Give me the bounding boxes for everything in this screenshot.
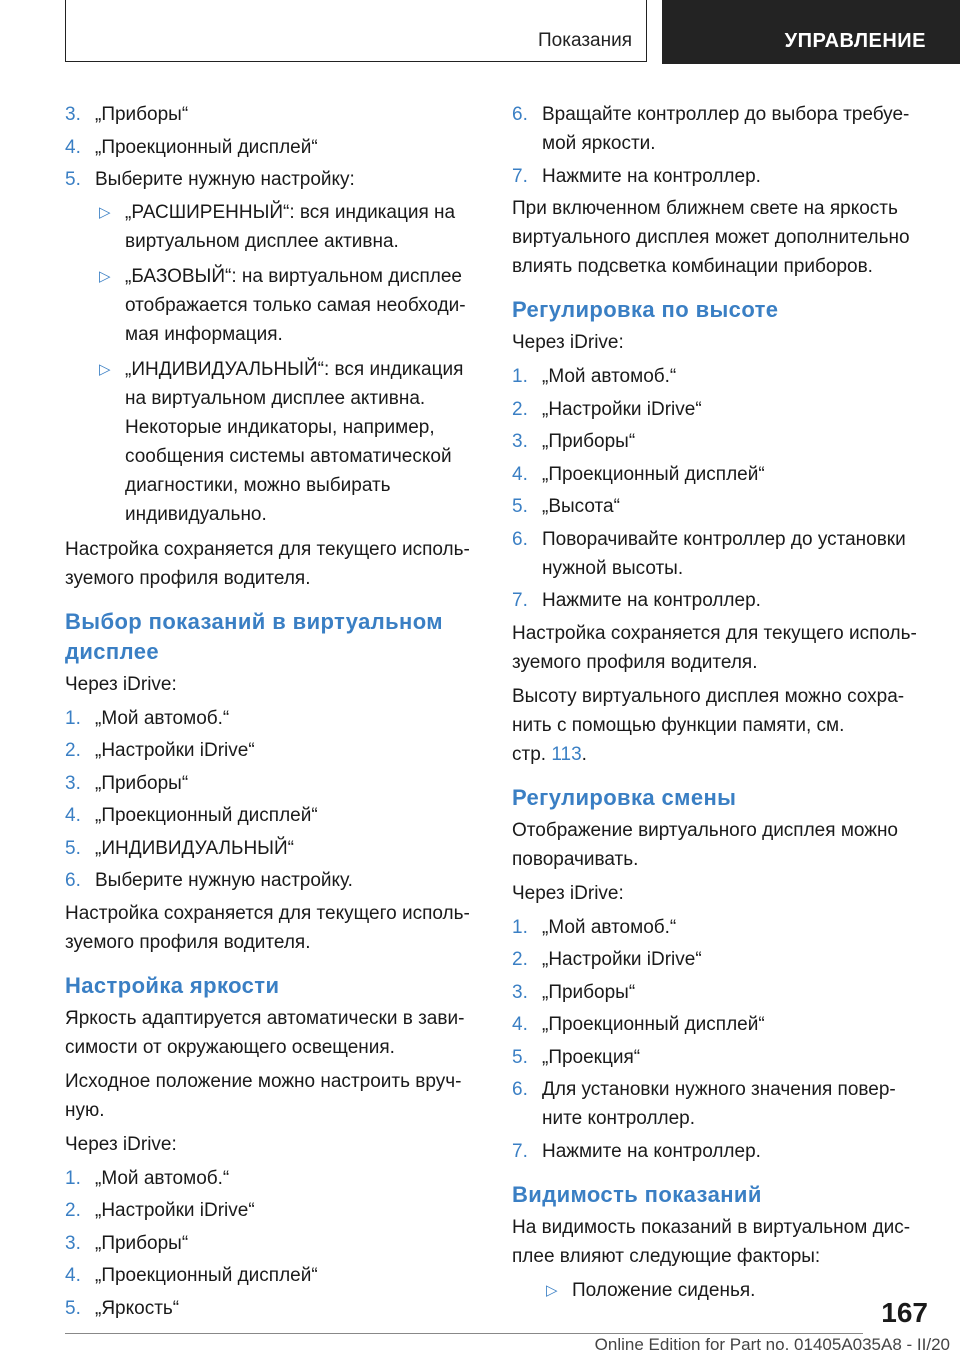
numbered-list [65, 1164, 477, 1323]
list-item [65, 866, 477, 895]
list-item-text: „Приборы“ [95, 772, 189, 794]
list-item-number: 6. [512, 104, 528, 125]
list-item-number: 4. [65, 136, 81, 158]
list-item-text: Нажмите на контроллер. [542, 165, 761, 187]
list-item-number: 5. [512, 1046, 528, 1068]
page-link[interactable]: 113 [551, 743, 582, 765]
list-item-number: 3. [65, 1232, 81, 1254]
list-item [512, 100, 924, 158]
numbered-list [512, 100, 924, 191]
page-number: 167 [881, 1297, 928, 1328]
list-item-number: 4. [65, 1265, 81, 1286]
list-item-number: 5. [65, 1297, 81, 1319]
list-item-number: 6. [512, 528, 528, 550]
triangle-right-icon: ▷ [99, 360, 111, 378]
section-heading-height: Регулировка по высоте [512, 297, 779, 322]
header-section-box [65, 0, 647, 62]
page-header [65, 0, 960, 64]
list-item-text: „ИНДИВИДУАЛЬНЫЙ“ [95, 837, 294, 859]
list-item-number: 5. [512, 496, 528, 517]
paragraph: Настройка сохраняется для текущего используемого профиля водителя. [512, 622, 917, 673]
list-item [512, 525, 924, 583]
list-item-text: „Проекционный дисплей“ [95, 805, 318, 826]
list-item-number: 1. [512, 366, 528, 387]
bullet-item [65, 262, 477, 349]
list-item [512, 978, 924, 1007]
numbered-list [65, 704, 477, 896]
list-item-text: „Приборы“ [542, 431, 636, 452]
list-item [512, 1010, 924, 1039]
list-item [65, 801, 477, 830]
right-column [512, 100, 924, 1311]
list-item [65, 834, 477, 863]
list-item-text: „Яркость“ [95, 1297, 180, 1319]
list-item-number: 6. [65, 870, 81, 891]
paragraph-memory [512, 682, 924, 769]
list-item-number: 4. [65, 805, 81, 826]
bullet-item [65, 355, 477, 529]
via-idrive-text: Через iDrive: [65, 1133, 177, 1155]
numbered-list [512, 362, 924, 615]
list-item-number: 4. [512, 463, 528, 485]
footer-divider [65, 1333, 863, 1334]
list-item-text: Поворачивайте контроллер до установки нужной высоты. [542, 528, 906, 579]
paragraph-text: Высоту виртуального дисплея можно сохранить с помощью функции памяти, см. стр. [512, 685, 905, 765]
list-item-number: 7. [512, 1140, 528, 1162]
list-item-number: 3. [65, 104, 81, 125]
list-item-text: „Проекционный дисплей“ [95, 1265, 318, 1286]
list-item-number: 2. [65, 740, 81, 761]
triangle-right-icon: ▷ [99, 267, 111, 285]
left-column [65, 100, 477, 1326]
paragraph: На видимость показаний в виртуальном дисплее влияют следующие факторы: [512, 1216, 911, 1267]
list-item [512, 1075, 924, 1133]
list-item-number: 6. [512, 1079, 528, 1100]
list-item [512, 945, 924, 974]
list-item [65, 1229, 477, 1258]
list-item [65, 100, 477, 129]
header-chapter-title: УПРАВЛЕНИЕ [784, 30, 926, 52]
list-item-number: 1. [512, 916, 528, 938]
list-item [512, 586, 924, 615]
list-item [65, 769, 477, 798]
bullet-item-text: „ИНДИВИДУАЛЬНЫЙ“: вся индикация на виртуальном дисплее активна. Некоторые индикаторы, например, сообщения системы автоматической диагностики, можно выбирать индивидуально. [125, 358, 464, 525]
list-item [512, 395, 924, 424]
list-item-text: „Приборы“ [95, 104, 189, 125]
footer-edition: Online Edition for Part no. 01405A035A8 - II/20 [594, 1335, 950, 1354]
list-item-text: Выберите нужную настройку: [95, 169, 355, 190]
list-item-text: „Приборы“ [95, 1232, 189, 1254]
list-item [65, 704, 477, 733]
paragraph: Настройка сохраняется для текущего используемого профиля водителя. [65, 538, 470, 589]
numbered-list [512, 913, 924, 1166]
list-item-number: 2. [65, 1200, 81, 1221]
triangle-right-icon: ▷ [546, 1281, 558, 1299]
paragraph: Отображение виртуального дисплея можно поворачивать. [512, 819, 899, 870]
list-item [512, 162, 924, 191]
paragraph: Исходное положение можно настроить вручную. [65, 1070, 462, 1121]
list-item-number: 4. [512, 1014, 528, 1035]
header-section-title: Показания [538, 30, 632, 51]
via-idrive-text: Через iDrive: [65, 673, 177, 695]
list-item-text: Нажмите на контроллер. [542, 1140, 761, 1162]
numbered-list [65, 100, 477, 194]
list-item-text: „Мой автомоб.“ [542, 916, 677, 938]
header-chapter-tab [662, 0, 960, 64]
list-item-text: „Настройки iDrive“ [95, 1200, 255, 1221]
bullet-item [65, 198, 477, 256]
via-idrive-text: Через iDrive: [512, 882, 624, 904]
list-item [512, 913, 924, 942]
list-item-number: 3. [512, 981, 528, 1003]
list-item-text: Выберите нужную настройку. [95, 870, 353, 891]
list-item-number: 7. [512, 590, 528, 611]
list-item-text: „Проекция“ [542, 1046, 641, 1068]
list-item-number: 3. [512, 431, 528, 452]
via-idrive-text: Через iDrive: [512, 332, 624, 353]
list-item-text: Вращайте контроллер до выбора требуемой яркости. [542, 104, 910, 154]
bullet-item-text: Положение сиденья. [572, 1279, 756, 1301]
section-heading-visibility: Видимость показаний [512, 1181, 762, 1207]
list-item-text: „Мой автомоб.“ [542, 366, 677, 387]
list-item-text: „Мой автомоб.“ [95, 707, 230, 729]
paragraph: Яркость адаптируется автоматически в зависимости от окружающего освещения. [65, 1007, 465, 1058]
list-item-number: 3. [65, 772, 81, 794]
list-item-text: „Мой автомоб.“ [95, 1167, 230, 1189]
list-item [65, 1164, 477, 1193]
list-item [512, 492, 924, 521]
list-item-text: „Проекционный дисплей“ [542, 463, 765, 485]
list-item [65, 1196, 477, 1225]
list-item [512, 362, 924, 391]
list-item [65, 1294, 477, 1323]
paragraph: Настройка сохраняется для текущего используемого профиля водителя. [65, 902, 470, 953]
list-item-text: „Приборы“ [542, 981, 636, 1003]
bullet-item-text: „БАЗОВЫЙ“: на виртуальном дисплее отображается только самая необходимая информация. [125, 265, 466, 345]
list-item [65, 736, 477, 765]
section-heading-brightness: Настройка яркости [65, 972, 280, 998]
list-item [512, 460, 924, 489]
list-item-text: Нажмите на контроллер. [542, 590, 761, 611]
list-item-number: 1. [65, 707, 81, 729]
list-item-text: „Настройки iDrive“ [95, 740, 255, 761]
list-item-text: „Настройки iDrive“ [542, 949, 702, 970]
list-item-text: „Проекционный дисплей“ [542, 1014, 765, 1035]
section-heading-rotation: Регулировка смены [512, 784, 737, 810]
list-item-text: Для установки нужного значения поверните контроллер. [542, 1079, 896, 1129]
list-item-number: 2. [512, 398, 528, 420]
list-item-text: „Высота“ [542, 496, 620, 517]
list-item [512, 427, 924, 456]
list-item-number: 5. [65, 169, 81, 190]
list-item-text: „Настройки iDrive“ [542, 398, 702, 420]
list-item-number: 2. [512, 949, 528, 970]
list-item [512, 1137, 924, 1166]
section-heading-select-display: Выбор показаний в виртуальном дисплее [65, 608, 443, 664]
bullet-list [512, 1276, 924, 1305]
list-item [65, 165, 477, 194]
list-item-number: 5. [65, 837, 81, 859]
bullet-item-text: „РАСШИРЕННЫЙ“: вся индикация на виртуальном дисплее активна. [125, 201, 456, 252]
list-item-text: „Проекционный дисплей“ [95, 136, 318, 158]
list-item-number: 7. [512, 165, 528, 187]
list-item [512, 1043, 924, 1072]
paragraph-end: . [581, 743, 587, 765]
list-item [65, 1261, 477, 1290]
bullet-item [512, 1276, 924, 1305]
triangle-right-icon: ▷ [99, 203, 111, 221]
list-item [65, 133, 477, 162]
bullet-list [65, 198, 477, 529]
paragraph: При включенном ближнем свете на яркость виртуального дисплея может дополнительно влиять подсветка комбинации приборов. [512, 198, 910, 277]
list-item-number: 1. [65, 1167, 81, 1189]
